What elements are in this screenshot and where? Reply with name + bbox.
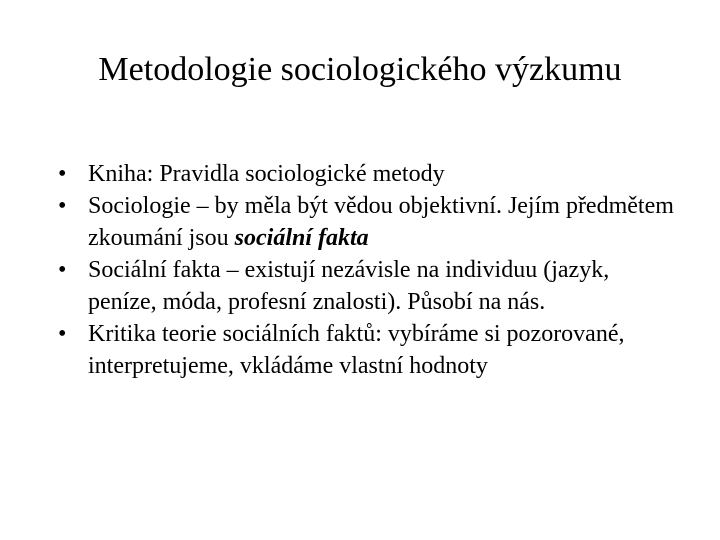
bullet-text: Sociální fakta – existují nezávisle na individuu (jazyk, peníze, móda, profesní znalosti). Působí na nás. [88,257,610,315]
bullet-item-critique [58,318,678,382]
bullet-item-sociology [58,190,678,254]
bullet-text: Kritika teorie sociálních faktů: vybíráme si pozorované, interpretujeme, vkládáme vlastní hodnoty [88,321,625,379]
bullet-item-book [58,158,678,190]
bullet-dot-icon: • [58,193,67,219]
bullet-list [58,158,678,382]
bullet-emphasis: sociální fakta [234,225,369,251]
bullet-text: Sociologie – by měla být vědou objektivní. Jejím předmětem zkoumání jsou [88,193,674,251]
bullet-dot-icon: • [58,321,67,347]
bullet-text: Kniha: Pravidla sociologické metody [88,161,445,187]
slide-title: Metodologie sociologického výzkumu [98,51,622,88]
bullet-dot-icon: • [58,161,67,187]
bullet-item-social-facts [58,254,678,318]
bullet-dot-icon: • [58,257,67,283]
